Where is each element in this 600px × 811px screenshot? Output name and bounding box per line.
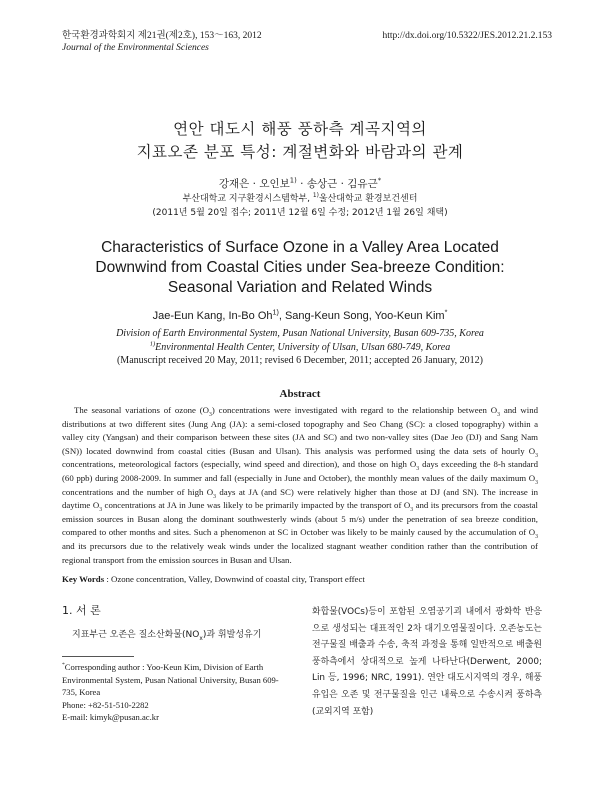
affiliation-text: Division of Earth Environmental System, Pusan National University, Busan 609-735, Korea: [116, 328, 484, 339]
english-title-line: Downwind from Coastal Cities under Sea-breeze Condition:: [95, 259, 505, 276]
author-name: 오인보: [259, 178, 290, 190]
affiliation-text: 부산대학교 지구환경시스템학부,: [182, 194, 311, 204]
abstract-body: The seasonal variations of ozone $(O_3)$ concentrations were investigated with regard to the relationship between $O_3$ and wind distributions at two different sites (Jung Ang (JA): a semi-closed topography and Seo Chang (SC): a closed topography) within a valley city (Yangsan) and their comparison between these sites (JA and SC) and two non-valley sites (Dae Jeo (DJ) and Sang Nam (SN)) located downwind from coastal cities (Busan and Ulsan). This analysis was performed using the data sets of hourly $O_3$ concentrations, meteorological factors (especially, wind speed and direction), and those on high $O_3$ days exceeding the 8-h standard (60 ppb) during 2008-2009. In summer and fall (especially in June and October), the monthly mean values of the daily maximum $O_3$ concentrations and the number of high $O_3$ days at JA (and SC) were relatively higher than those at DJ (and SN). The increase in daytime $O_3$ concentrations at JA in June was likely to be primarily impacted by the transport of $O_3$ and its precursors from the coastal emission sources in Busan along the dominant southwesterly winds (about 5 m/s) under the penetration of sea breeze condition, compared to other months and sites. Such a phenomenon at SC in October was likely to be mainly caused by the accumulation of $O_3$ and its precursors due to the relatively weak winds under the localized stagnant weather condition rather than the contribution of regional transport from the emission sources in Busan and Ulsan.: [62, 405, 538, 565]
phone-number: Phone: +82-51-510-2282: [62, 699, 149, 710]
intro-text-right: 화합물(VOCs)등이 포함된 오염공기괴 내에서 광화학 반응으로 생성되는 대표적인 2차 대기오염물질이다. 오존농도는 전구물질 배출과 수송, 축적 과정을 통해 일반적으로 배출원 풍하측에서 상대적으로 높게 나타난다(Derwent, 2000; Lin 등, 1996; NRC, 1991). 연안 대도시지역의 경우, 해풍유입은 오존 및 전구물질을 인근 내륙으로 수송시켜 풍하측(교외지역 포함): [312, 607, 542, 717]
author-name: 강재은: [218, 178, 250, 190]
doi-link[interactable]: http://dx.doi.org/10.5322/JES.2012.21.2.153: [382, 31, 552, 41]
separator: ·: [252, 178, 256, 190]
footnote: [62, 661, 290, 724]
affiliation-mark: 1): [149, 340, 156, 348]
separator: ·: [340, 178, 344, 190]
english-title: [40, 238, 560, 298]
running-header-left: [62, 30, 262, 54]
english-title-line: Seasonal Variation and Related Winds: [167, 279, 433, 296]
corresponding-mark: *: [444, 308, 448, 317]
english-dates: (Manuscript received 20 May, 2011; revised 6 December, 2011; accepted 26 January, 2012): [116, 355, 484, 366]
intro-text-left: 지표부근 오존은 질소산화물$(NO_x)$과 휘발성유기: [72, 630, 262, 642]
affiliation-text: 울산대학교 환경보건센터: [318, 194, 418, 204]
author-name: Jae-Eun Kang,: [152, 310, 226, 322]
korean-title-line: 연안 대도시 해풍 풍하측 계곡지역의: [173, 120, 427, 138]
separator: ·: [300, 178, 304, 190]
affiliation-mark: 1): [272, 308, 279, 317]
korean-title: [40, 118, 560, 164]
email-address[interactable]: E-mail: kimyk@pusan.ac.kr: [62, 712, 159, 722]
keywords: [62, 574, 538, 584]
abstract-heading: Abstract: [279, 388, 321, 400]
author-name: 김유근: [347, 178, 378, 190]
korean-authors: [40, 176, 560, 191]
corresponding-mark: *: [62, 662, 65, 669]
korean-dates: (2011년 5월 20일 접수; 2011년 12월 6일 수정; 2012년 1월 26일 채택): [152, 208, 448, 218]
keywords-label: Key Words: [62, 574, 105, 584]
footnote-divider: [62, 656, 134, 657]
author-name: In-Bo Oh: [228, 310, 273, 322]
english-affiliations: [40, 327, 560, 368]
corresponding-author: Corresponding author : Yoo-Keun Kim, Division of Earth Environmental System, Pusan National University, Busan 609-735, Korea: [62, 662, 279, 697]
korean-title-line: 지표오존 분포 특성: 계절변화와 바람과의 관계: [136, 143, 464, 161]
journal-name-en: Journal of the Environmental Sciences: [62, 43, 209, 53]
keywords-text: : Ozone concentration, Valley, Downwind of coastal city, Transport effect: [104, 574, 365, 584]
english-authors: [40, 310, 560, 322]
affiliation-text: Environmental Health Center, University of Ulsan, Ulsan 680-749, Korea: [155, 341, 451, 353]
author-name: , Sang-Keun Song, Yoo-Keun Kim: [278, 310, 445, 322]
author-name: 송상근: [306, 178, 338, 190]
affiliation-mark: 1): [312, 193, 319, 199]
journal-citation-ko: 한국환경과학회지 제21권(제2호), 153～163, 2012: [62, 31, 262, 41]
section-heading: 1. 서 론: [62, 604, 101, 617]
english-title-line: Characteristics of Surface Ozone in a Valley Area Located: [101, 239, 499, 256]
affiliation-mark: 1): [289, 176, 297, 185]
korean-affiliations: [40, 192, 560, 220]
corresponding-mark: *: [377, 176, 382, 185]
